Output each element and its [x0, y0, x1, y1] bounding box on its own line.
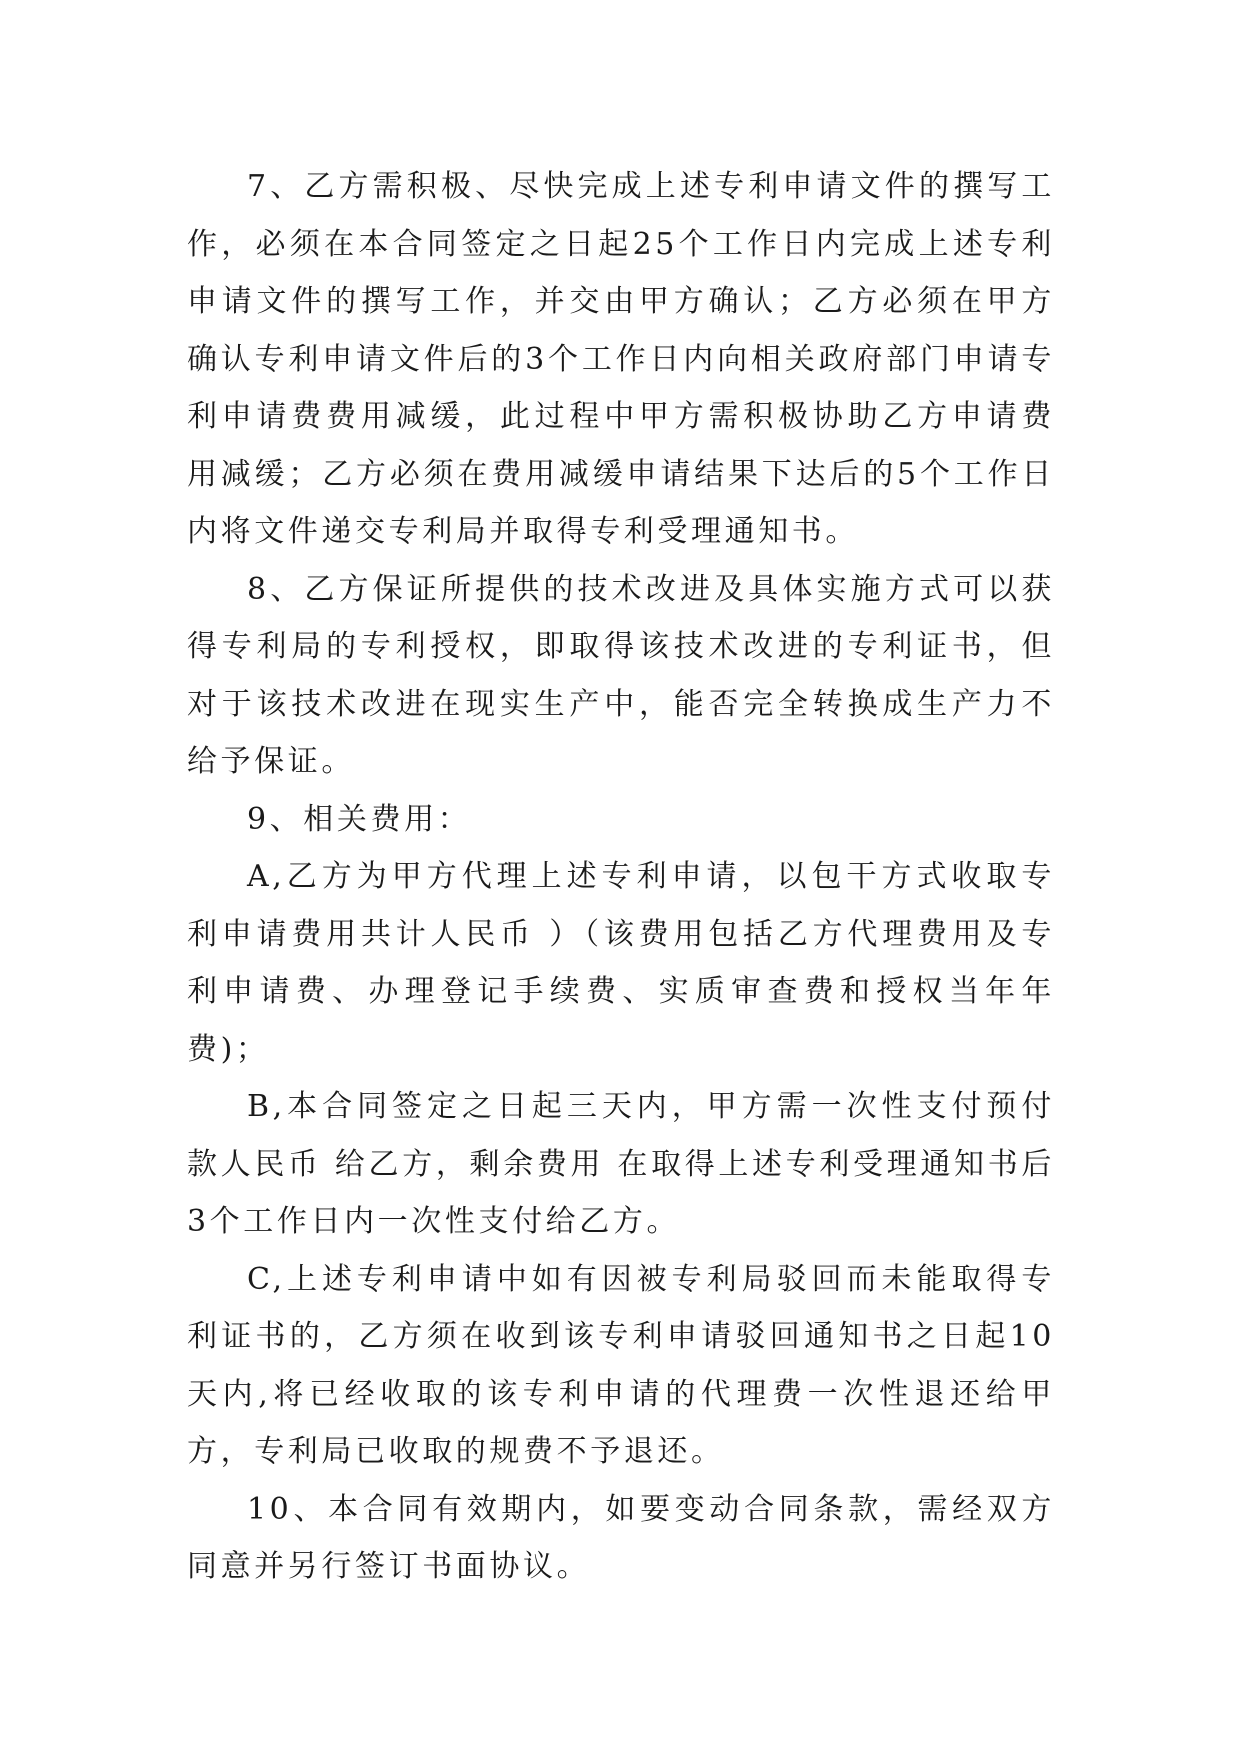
clause-10-paragraph: 10、本合同有效期内，如要变动合同条款，需经双方同意并另行签订书面协议。 [187, 1491, 1055, 1584]
clause-7-paragraph: 7、乙方需积极、尽快完成上述专利申请文件的撰写工作，必须在本合同签定之日起25个工作日内完成上述专利申请文件的撰写工作，并交由甲方确认；乙方必须在甲方确认专利申请文件后的3个工作日内向相关政府部门申请专利申请费费用减缓，此过程中甲方需积极协助乙方申请费用减缓；乙方必须在费用减缓申请结果下达后的5个工作日内将文件递交专利局并取得专利受理通知书。 [187, 169, 1055, 549]
clause-9b-paragraph: B,本合同签定之日起三天内，甲方需一次性支付预付款人民币 给乙方，剩余费用 在取得上述专利受理通知书后3个工作日内一次性支付给乙方。 [187, 1089, 1055, 1239]
clause-8-paragraph: 8、乙方保证所提供的技术改进及具体实施方式可以获得专利局的专利授权，即取得该技术改进的专利证书，但对于该技术改进在现实生产中，能否完全转换成生产力不给予保证。 [187, 571, 1055, 779]
document-body [187, 158, 1055, 1596]
clause-9c-paragraph: C,上述专利申请中如有因被专利局驳回而未能取得专利证书的，乙方须在收到该专利申请驳回通知书之日起10天内,将已经收取的该专利申请的代理费一次性退还给甲方，专利局已收取的规费不予退还。 [187, 1261, 1055, 1469]
clause-9a-paragraph: A,乙方为甲方代理上述专利申请，以包干方式收取专利申请费用共计人民币 ）（该费用包括乙方代理费用及专利申请费、办理登记手续费、实质审查费和授权当年年费)； [187, 859, 1055, 1067]
clause-9-heading: 9、相关费用： [247, 801, 472, 837]
